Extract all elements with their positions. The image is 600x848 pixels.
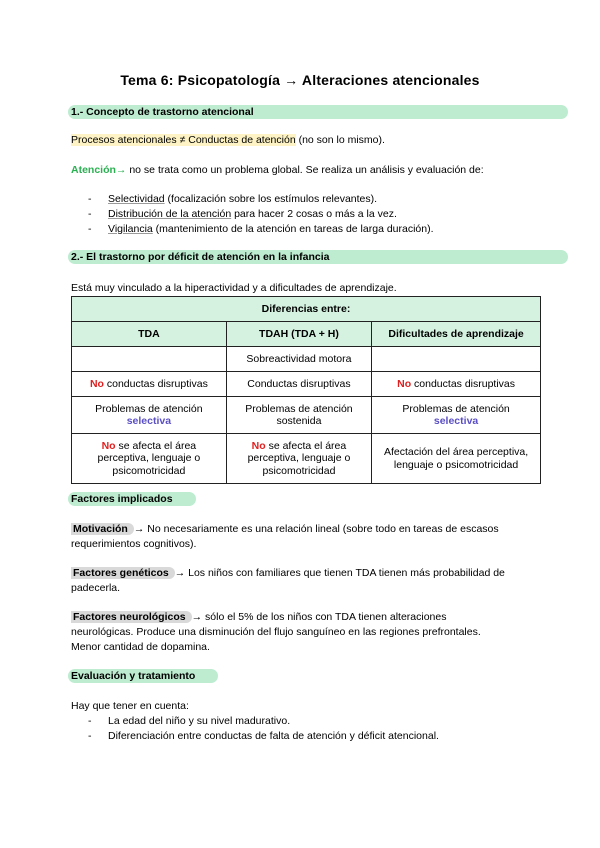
paragraph-neurologicos-cont2: Menor cantidad de dopamina. xyxy=(71,641,210,653)
list-item-text: La edad del niño y su nivel madurativo. xyxy=(108,715,291,727)
bullet-dash: - xyxy=(88,193,92,205)
bullet-dash: - xyxy=(88,715,92,727)
list-item-text: (mantenimiento de la atención en tareas de larga duración). xyxy=(152,223,434,235)
term-motivacion: Motivación xyxy=(71,523,134,535)
paragraph-text: (no son lo mismo). xyxy=(295,134,385,146)
table-cell: Sobreactividad motora xyxy=(226,347,371,372)
cell-text: se afecta el área perceptiva, lenguaje o psicomotricidad xyxy=(247,439,351,477)
list-item-text: para hacer 2 cosas o más a la vez. xyxy=(231,208,397,220)
highlighted-text: Procesos atencionales ≠ Conductas de atención xyxy=(71,134,296,146)
paragraph-geneticos-cont: padecerla. xyxy=(71,582,121,594)
table-cell xyxy=(226,397,371,434)
cell-text: se afecta el área perceptiva, lenguaje o psicomotricidad xyxy=(97,439,201,477)
term-geneticos: Factores genéticos xyxy=(71,567,175,579)
paragraph-text: no se trata como un problema global. Se realiza un análisis y evaluación de: xyxy=(126,164,484,176)
term-atencion: Atención xyxy=(71,164,116,176)
arrow-icon: → xyxy=(115,164,127,176)
bullet-dash: - xyxy=(88,730,92,742)
paragraph-procesos xyxy=(71,133,385,148)
negation-text: No xyxy=(101,439,116,452)
column-header-tda: TDA xyxy=(72,322,227,347)
paragraph-text: → No necesariamente es una relación lineal (sobre todo en tareas de escasos xyxy=(133,523,499,535)
bullet-dash: - xyxy=(88,223,92,235)
negation-text: No xyxy=(89,377,104,390)
table-cell xyxy=(372,397,541,434)
paragraph-motivacion xyxy=(71,522,499,537)
emphasis-text: selectiva xyxy=(433,415,479,427)
table-cell xyxy=(72,434,227,484)
list-item-text: Diferenciación entre conductas de falta de atención y déficit atencional. xyxy=(108,730,439,742)
cell-text: conductas disruptivas xyxy=(103,377,208,390)
section-heading-concepto: 1.- Concepto de trastorno atencional xyxy=(68,105,568,119)
paragraph-atencion xyxy=(71,163,484,178)
subheading-factores: Factores implicados xyxy=(68,492,196,506)
paragraph-text: → Los niños con familiares que tienen TDA tienen más probabilidad de xyxy=(174,567,505,579)
paragraph-text: → sólo el 5% de los niños con TDA tienen alteraciones xyxy=(191,611,447,623)
table-cell xyxy=(72,372,227,397)
table-cell xyxy=(226,434,371,484)
term-neurologicos: Factores neurológicos xyxy=(71,611,192,623)
table-cell: Afectación del área perceptiva, lenguaje o psicomotricidad xyxy=(372,434,541,484)
paragraph-neurologicos xyxy=(71,610,446,625)
list-item-term: Selectividad xyxy=(108,193,165,205)
table-cell xyxy=(372,372,541,397)
column-header-tdah: TDAH (TDA + H) xyxy=(226,322,371,347)
list-item-text: (focalización sobre los estímulos relevantes). xyxy=(164,193,378,205)
cell-text: Problemas de atención xyxy=(245,402,353,415)
paragraph-intro: Está muy vinculado a la hiperactividad y a dificultades de aprendizaje. xyxy=(71,282,397,294)
comparison-table xyxy=(71,296,541,484)
table-title: Diferencias entre: xyxy=(72,297,541,322)
paragraph-neurologicos-cont: neurológicas. Produce una disminución del flujo sanguíneo en las regiones prefrontales. xyxy=(71,626,481,638)
table-cell xyxy=(372,347,541,372)
paragraph-evaluacion-intro: Hay que tener en cuenta: xyxy=(71,700,189,712)
table-cell xyxy=(72,347,227,372)
page-title: Tema 6: Psicopatología → Alteraciones atencionales xyxy=(120,72,480,88)
table-cell: Conductas disruptivas xyxy=(226,372,371,397)
list-item-term: Distribución de la atención xyxy=(108,208,232,220)
subheading-evaluacion: Evaluación y tratamiento xyxy=(68,669,218,683)
cell-text: sostenida xyxy=(276,415,322,427)
bullet-dash: - xyxy=(88,208,92,220)
negation-text: No xyxy=(251,439,266,452)
cell-text: Problemas de atención xyxy=(402,402,510,415)
negation-text: No xyxy=(397,377,412,390)
paragraph-geneticos xyxy=(71,566,505,581)
cell-text: conductas disruptivas xyxy=(411,377,516,390)
section-heading-trastorno: 2.- El trastorno por déficit de atención en la infancia xyxy=(68,250,568,264)
table-cell xyxy=(72,397,227,434)
emphasis-text: selectiva xyxy=(126,415,172,427)
cell-text: Problemas de atención xyxy=(95,402,203,415)
list-item-term: Vigilancia xyxy=(108,223,153,235)
column-header-dificultades: Dificultades de aprendizaje xyxy=(372,322,541,347)
paragraph-motivacion-cont: requerimientos cognitivos). xyxy=(71,538,197,550)
